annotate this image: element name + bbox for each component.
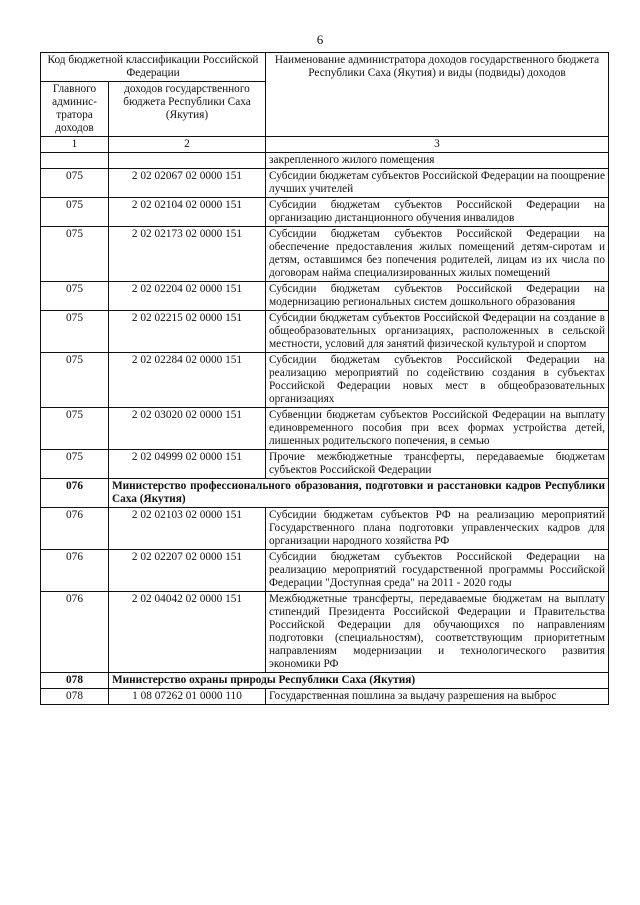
revenue-name-cell: Субсидии бюджетам субъектов РФ на реализацию мероприятий Государственного плана подготовки управленческих кадров для организации народного хозяйства РФ (266, 508, 609, 550)
revenue-code-cell: 2 02 02104 02 0000 151 (109, 198, 266, 227)
revenue-name-cell: Субсидии бюджетам субъектов Российской Федерации на создание в общеобразовательных организациях, расположенных в сельской местности, условий для занятий физической культурой и спортом (266, 311, 609, 353)
revenue-code-cell: 2 02 02173 02 0000 151 (109, 227, 266, 282)
ministry-name-cell: Министерство охраны природы Республики Саха (Якутия) (109, 673, 609, 689)
revenue-name-cell: Субсидии бюджетам субъектов Российской Федерации на организацию дистанционного обучения инвалидов (266, 198, 609, 227)
revenue-code-cell: 2 02 02204 02 0000 151 (109, 282, 266, 311)
table-row (41, 408, 609, 450)
revenue-code-cell: 2 02 02207 02 0000 151 (109, 550, 266, 592)
table-row (41, 353, 609, 408)
ministry-name-cell: Министерство профессионального образования, подготовки и расстановки кадров Республики Саха (Якутия) (109, 479, 609, 508)
table-header (41, 53, 609, 153)
revenue-code-cell: 2 02 02103 02 0000 151 (109, 508, 266, 550)
table-row (41, 450, 609, 479)
revenue-name-cell: закрепленного жилого помещения (266, 153, 609, 169)
admin-code-cell: 075 (41, 311, 109, 353)
admin-code-cell: 076 (41, 508, 109, 550)
header-column-number: 1 (41, 137, 109, 153)
admin-code-cell: 075 (41, 450, 109, 479)
admin-code-cell: 075 (41, 282, 109, 311)
budget-classification-table (40, 52, 609, 705)
header-revenue-code: доходов государственного бюджета Республики Саха (Якутия) (109, 82, 266, 137)
table-row (41, 311, 609, 353)
header-column-number: 2 (109, 137, 266, 153)
revenue-name-cell: Прочие межбюджетные трансферты, передаваемые бюджетам субъектов Российской Федерации (266, 450, 609, 479)
revenue-code-cell: 1 08 07262 01 0000 110 (109, 689, 266, 705)
revenue-name-cell: Субсидии бюджетам субъектов Российской Федерации на реализацию мероприятий по содействию создания в субъектах Российской Федерации новых мест в общеобразовательных организациях (266, 353, 609, 408)
table-row (41, 227, 609, 282)
ministry-row (41, 479, 609, 508)
admin-code-cell: 076 (41, 550, 109, 592)
table-row (41, 508, 609, 550)
table-body (41, 153, 609, 705)
admin-code-cell (41, 153, 109, 169)
admin-code-cell: 078 (41, 673, 109, 689)
table-row (41, 592, 609, 673)
revenue-code-cell: 2 02 04999 02 0000 151 (109, 450, 266, 479)
revenue-name-cell: Субсидии бюджетам субъектов Российской Федерации на обеспечение предоставления жилых помещений детям-сиротам и детям, оставшимся без попечения родителей, лицам из их числа по договорам найма специализированных жилых помещений (266, 227, 609, 282)
revenue-code-cell (109, 153, 266, 169)
table-row (41, 198, 609, 227)
header-column-number: 3 (266, 137, 609, 153)
header-main-administrator: Главного админис-тратора доходов (41, 82, 109, 137)
admin-code-cell: 075 (41, 169, 109, 198)
revenue-code-cell: 2 02 02284 02 0000 151 (109, 353, 266, 408)
page-number: 6 (316, 32, 324, 47)
revenue-code-cell: 2 02 03020 02 0000 151 (109, 408, 266, 450)
revenue-code-cell: 2 02 04042 02 0000 151 (109, 592, 266, 673)
admin-code-cell: 076 (41, 592, 109, 673)
revenue-code-cell: 2 02 02067 02 0000 151 (109, 169, 266, 198)
table-row (41, 282, 609, 311)
header-classification-code: Код бюджетной классификации Российской Федерации (41, 53, 266, 82)
revenue-name-cell: Субвенции бюджетам субъектов Российской Федерации на выплату единовременного пособия при всех формах устройства детей, лишенных родительского попечения, в семью (266, 408, 609, 450)
table-row (41, 550, 609, 592)
admin-code-cell: 075 (41, 198, 109, 227)
header-administrator-name: Наименование администратора доходов государственного бюджета Республики Саха (Якутия) и виды (подвиды) доходов (266, 53, 609, 137)
revenue-name-cell: Субсидии бюджетам субъектов Российской Федерации на поощрение лучших учителей (266, 169, 609, 198)
revenue-name-cell: Субсидии бюджетам субъектов Российской Федерации на реализацию мероприятий государственной программы Российской Федерации "Доступная среда" на 2011 - 2020 годы (266, 550, 609, 592)
revenue-name-cell: Субсидии бюджетам субъектов Российской Федерации на модернизацию региональных систем дошкольного образования (266, 282, 609, 311)
revenue-name-cell: Межбюджетные трансферты, передаваемые бюджетам на выплату стипендий Президента Российской Федерации и Правительства Российской Федерации для обучающихся по направлениям подготовки (специальностям), соответствующим приоритетным направлениям модернизации и технологического развития экономики РФ (266, 592, 609, 673)
revenue-name-cell: Государственная пошлина за выдачу разрешения на выброс (266, 689, 609, 705)
admin-code-cell: 075 (41, 227, 109, 282)
table-row (41, 169, 609, 198)
ministry-row (41, 673, 609, 689)
admin-code-cell: 078 (41, 689, 109, 705)
revenue-code-cell: 2 02 02215 02 0000 151 (109, 311, 266, 353)
admin-code-cell: 075 (41, 408, 109, 450)
table-row (41, 689, 609, 705)
admin-code-cell: 075 (41, 353, 109, 408)
admin-code-cell: 076 (41, 479, 109, 508)
table-row (41, 153, 609, 169)
